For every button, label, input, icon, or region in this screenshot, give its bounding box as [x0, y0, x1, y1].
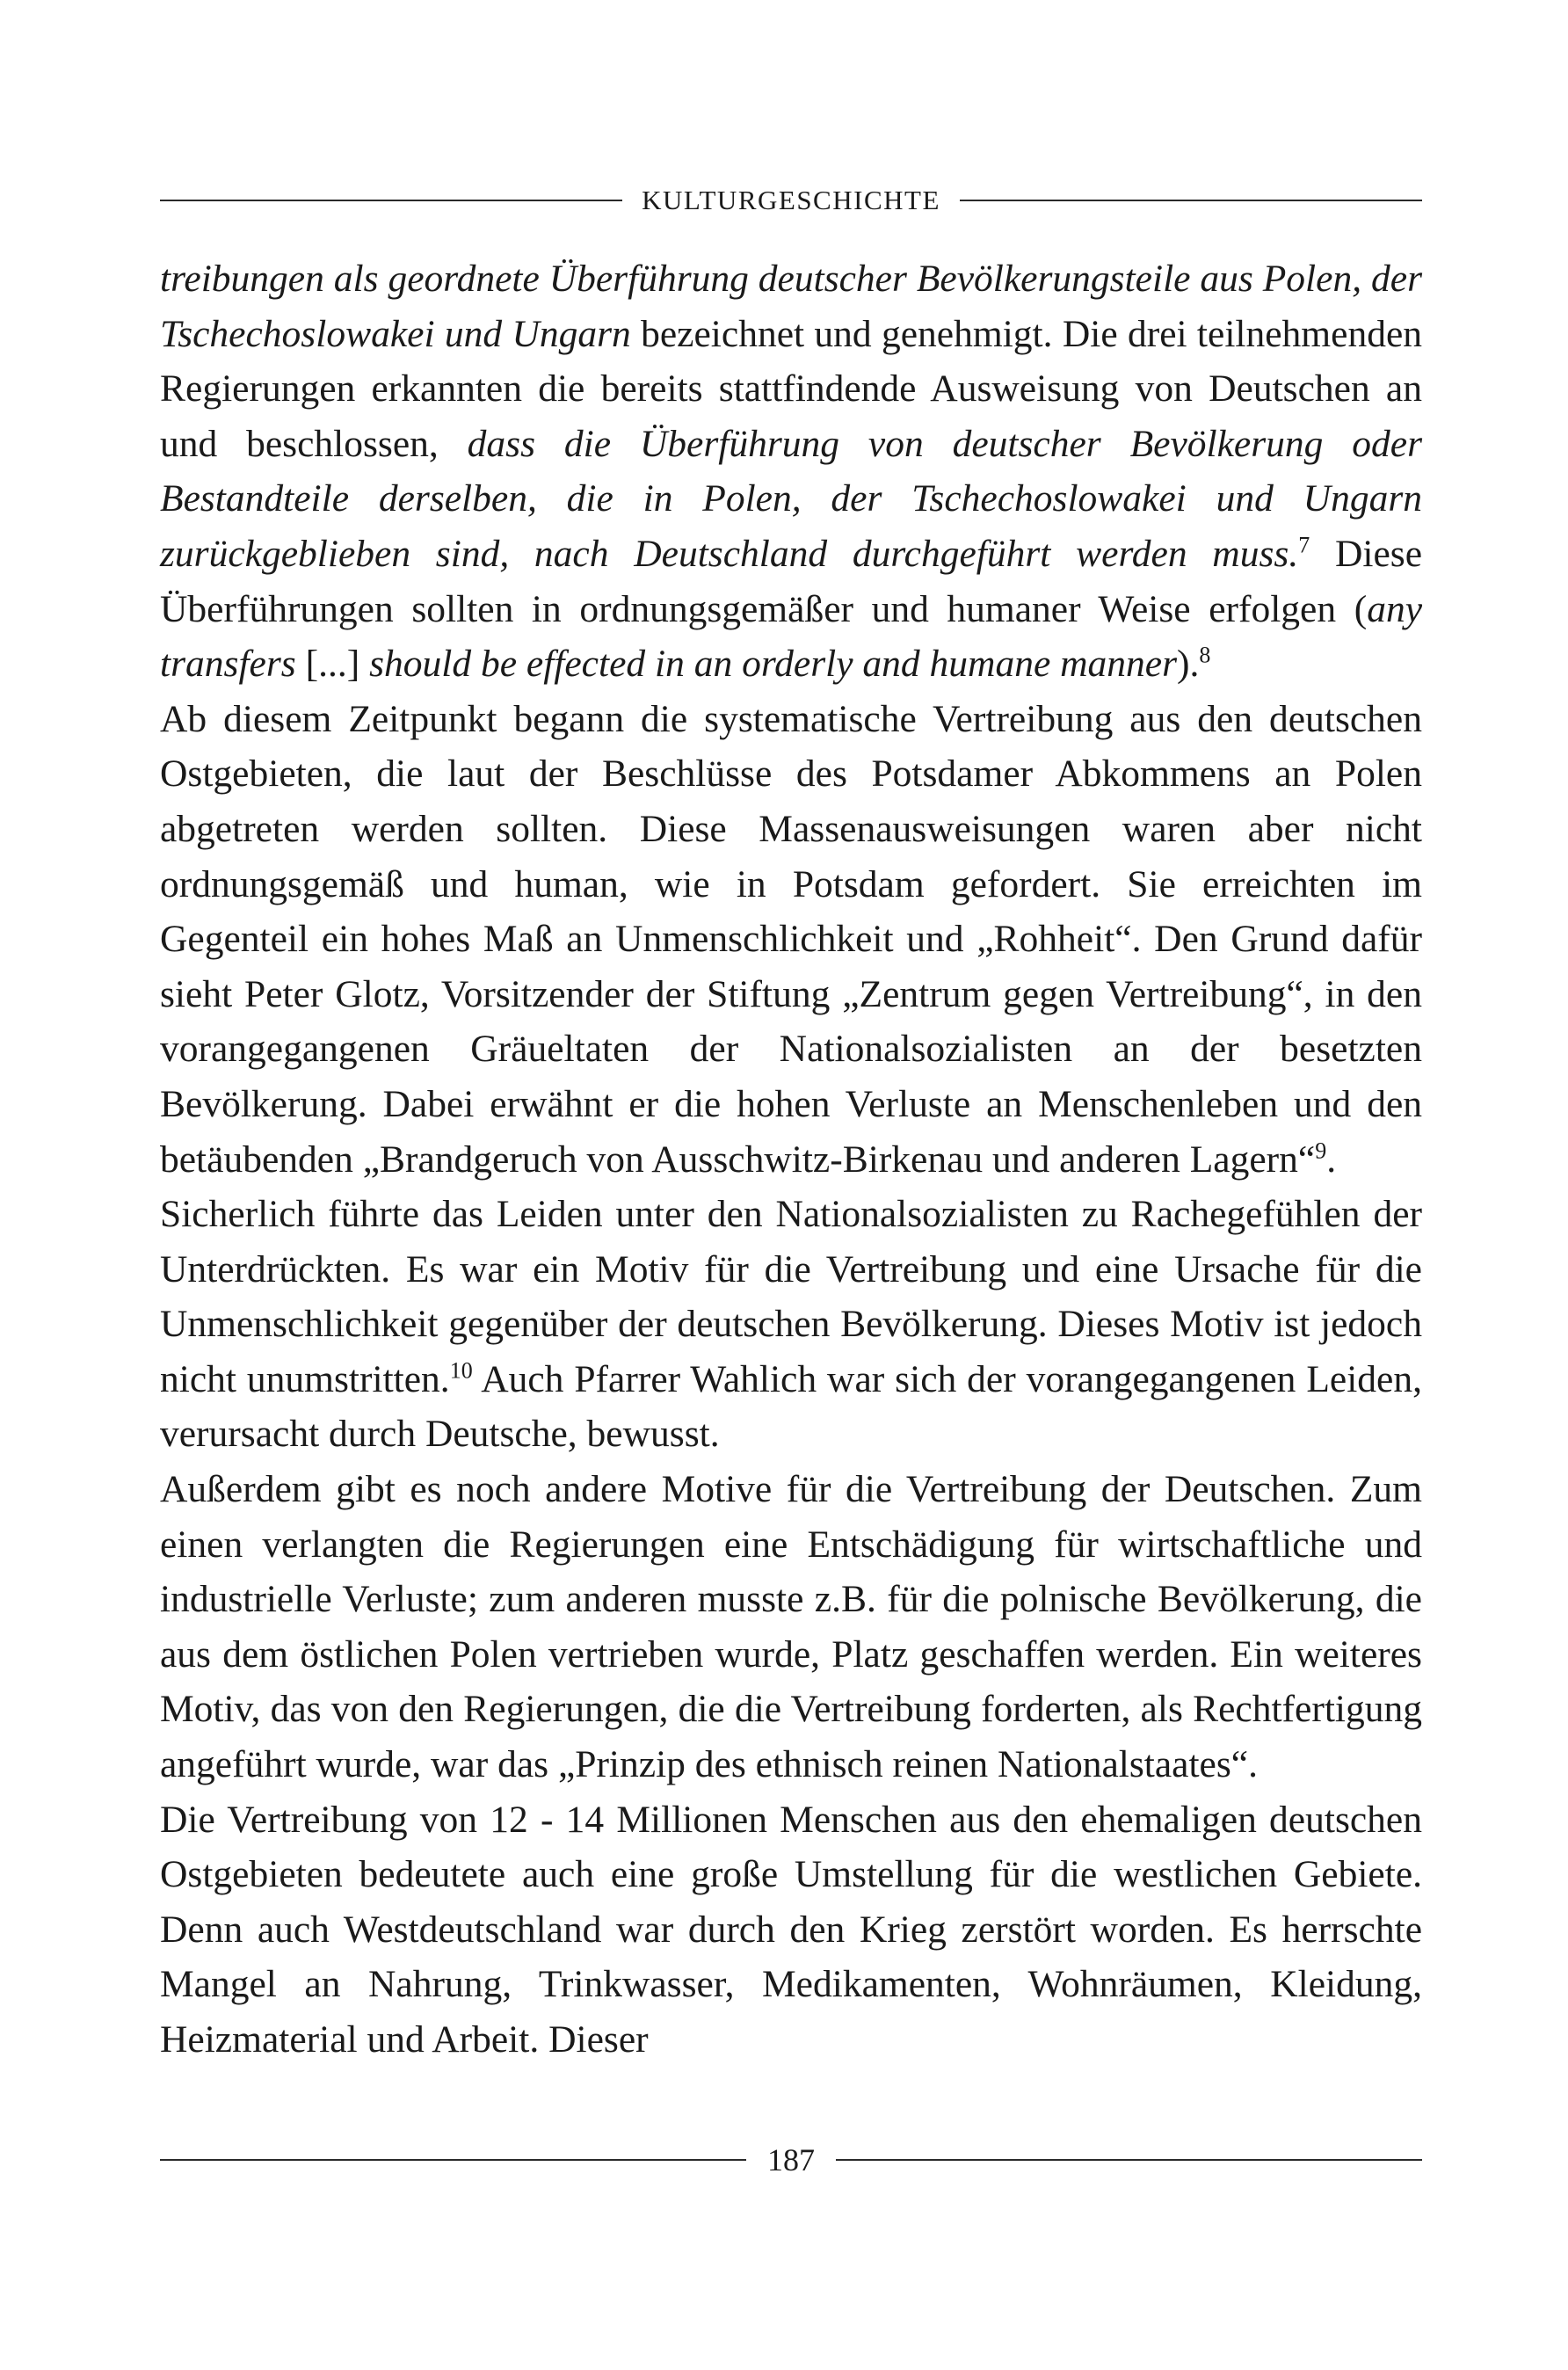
text-segment: Ab diesem Zeitpunkt begann die systematische Vertreibung aus den deutschen Ostgebieten, die laut der Beschlüsse des Potsdamer Abkommens an Polen abgetreten werden sollten. Diese Massenausweisungen waren aber nicht ordnungsgemäß und human, wie in Potsdam gefordert. Sie erreichten im Gegenteil ein hohes Maß an Unmenschlichkeit und „Rohheit“. Den Grund dafür sieht Peter Glotz, Vorsitzender der Stiftung „Zentrum gegen Vertreibung“, in den vorangegangenen Gräueltaten der Nationalsozialisten an der besetzten Bevölkerung. Dabei erwähnt er die hohen Verluste an Menschenleben und den betäubenden „Brandgeruch von Ausschwitz-Birkenau und anderen Lagern“	[160, 697, 1422, 1181]
footer-rule-left	[160, 2159, 746, 2161]
paragraph	[160, 1462, 1422, 1792]
header-rule-left	[160, 200, 622, 201]
paragraph	[160, 1187, 1422, 1462]
paragraph	[160, 1792, 1422, 2068]
footnote-marker: 9	[1315, 1138, 1327, 1163]
text-segment: Die Vertreibung von 12 - 14 Millionen Menschen aus den ehemaligen deutschen Ostgebieten bedeutete auch eine große Umstellung für die westlichen Gebiete. Denn auch Westdeutschland war durch den Krieg zerstört worden. Es herrschte Mangel an Nahrung, Trinkwasser, Medikamenten, Wohnräumen, Kleidung, Heizmaterial und Arbeit. Dieser	[160, 1798, 1422, 2061]
header-rule-right	[960, 200, 1422, 201]
italic-text: dass die Überführung von deutscher Bevölkerung oder Bestandteile derselben, die in Polen, der Tschechoslowakei und Ungarn zurückgeblieben sind, nach Deutschland durchgeführt werden muss.	[160, 422, 1422, 575]
page-number: 187	[767, 2142, 815, 2177]
running-header-title: KULTURGESCHICHTE	[642, 185, 940, 215]
footnote-marker: 8	[1199, 642, 1211, 668]
italic-text: treibungen als geordnete Überführung deutscher Bevölkerungsteile aus Polen, der Tschechoslowakei und Ungarn	[160, 258, 1422, 355]
text-segment: Außerdem gibt es noch andere Motive für die Vertreibung der Deutschen. Zum einen verlangten die Regierungen eine Entschädigung für wirtschaftliche und industrielle Verluste; zum anderen musste z.B. für die polnische Bevölkerung, die aus dem östlichen Polen vertrieben wurde, Platz geschaffen werden. Ein weiteres Motiv, das von den Regierungen, die die Vertreibung forderten, als Rechtfertigung angeführt wurde, war das „Prinzip des ethnisch reinen Nationalstaates“.	[160, 1468, 1422, 1786]
running-header	[160, 183, 1422, 218]
footer-rule-right	[836, 2159, 1422, 2161]
text-segment: bezeichnet und genehmigt. Die drei teilnehmenden Regierungen erkannten die bereits stattfindende Ausweisung von Deutschen an und beschlossen,	[160, 312, 1423, 465]
footnote-marker: 10	[449, 1357, 473, 1384]
text-segment: Diese Überführungen sollten in ordnungsgemäßer und humaner Weise erfolgen (	[160, 532, 1423, 630]
text-segment: Auch Pfarrer Wahlich war sich der vorangegangenen Leiden, verursacht durch Deutsche, bewusst.	[160, 1357, 1422, 1456]
text-segment: Sicherlich führte das Leiden unter den Nationalsozialisten zu Rachegefühlen der Unterdrückten. Es war ein Motiv für die Vertreibung und eine Ursache für die Unmenschlichkeit gegenüber der deutschen Bevölkerung. Dieses Motiv ist jedoch nicht unumstritten.	[160, 1193, 1422, 1400]
paragraph	[160, 692, 1422, 1187]
text-segment: [...]	[295, 643, 370, 686]
paragraph	[160, 251, 1422, 692]
footnote-marker: 7	[1298, 532, 1310, 558]
page-footer	[160, 2138, 1422, 2182]
italic-text: should be effected in an orderly and humane manner	[369, 643, 1178, 686]
text-segment: .	[1326, 1138, 1337, 1181]
italic-text: any transfers	[160, 587, 1422, 686]
text-segment: ).	[1177, 643, 1200, 686]
body-text	[160, 251, 1422, 2068]
